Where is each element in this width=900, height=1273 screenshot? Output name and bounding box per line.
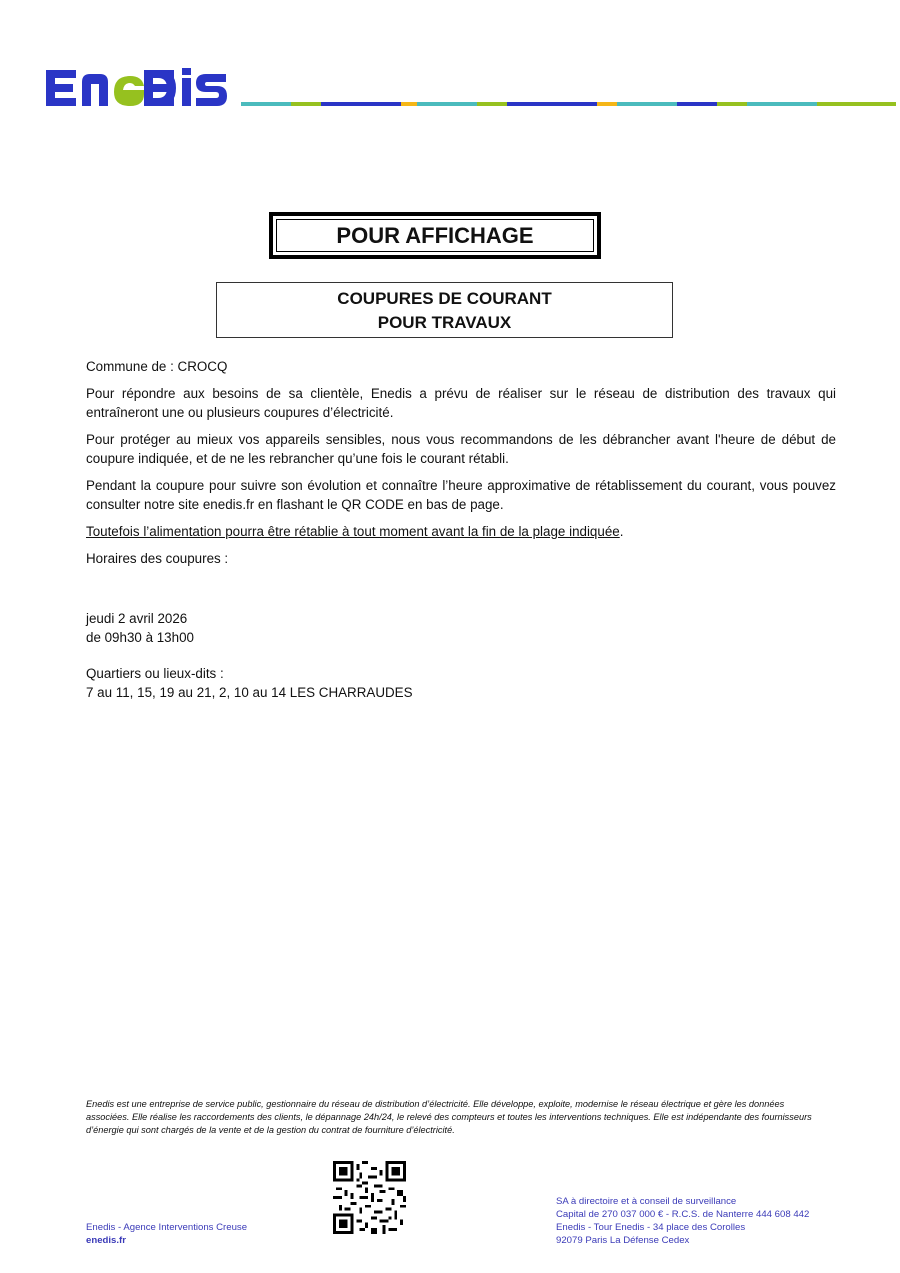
commune: Commune de : CROCQ: [86, 359, 228, 374]
restoration-notice-text: Toutefois l’alimentation pourra être rétablie à tout moment avant la fin de la plage indiquée: [86, 524, 620, 539]
company-line-1: SA à directoire et à conseil de surveillance: [556, 1196, 737, 1207]
agency-name: Enedis - Agence Interventions Creuse: [86, 1222, 248, 1233]
title-box: [269, 212, 601, 259]
company-line-2: Capital de 270 037 000 € - R.C.S. de Nanterre 444 608 442: [556, 1209, 810, 1220]
company-line-4: 92079 Paris La Défense Cedex: [556, 1235, 690, 1246]
header-stripe: [241, 102, 896, 106]
subtitle-line2: POUR TRAVAUX: [377, 313, 512, 332]
paragraph-1: Pour répondre aux besoins de sa clientèle, Enedis a prévu de réaliser sur le réseau de distribution des travaux qui entraîneront une ou plusieurs coupures d’électricité.: [86, 386, 836, 420]
footer-agency-block: [86, 1221, 247, 1247]
restoration-notice: [86, 522, 836, 541]
quartiers-list: 7 au 11, 15, 19 au 21, 2, 10 au 14 LES CHARRAUDES: [86, 685, 413, 700]
website-link[interactable]: enedis.fr: [86, 1235, 126, 1246]
enedis-logo: [44, 62, 234, 112]
notice-body: [86, 357, 836, 702]
outage-date: jeudi 2 avril 2026: [86, 611, 188, 626]
legal-notice: Enedis est une entreprise de service public, gestionnaire du réseau de distribution d’électricité. Elle développe, exploite, modernise le réseau électrique et gère les données associées. Elle réalise les raccordements des clients, le dépannage 24h/24, le relevé des compteurs et toutes les interventions techniques. Elle est indépendante des fournisseurs d’énergie qui sont chargés de la vente et de la gestion du contrat de fourniture d’électricité.: [86, 1099, 812, 1135]
paragraph-2: Pour protéger au mieux vos appareils sensibles, nous vous recommandons de les débrancher avant l'heure de début de coupure indiquée, et de ne les rebrancher qu’une fois le courant rétabli.: [86, 432, 836, 466]
outage-hours: de 09h30 à 13h00: [86, 630, 194, 645]
restoration-notice-end: .: [619, 524, 624, 539]
title-text: POUR AFFICHAGE: [276, 219, 594, 252]
subtitle-line1: COUPURES DE COURANT: [337, 289, 552, 308]
horaires-label: Horaires des coupures :: [86, 551, 229, 566]
paragraph-3: Pendant la coupure pour suivre son évolution et connaître l’heure approximative de rétablissement du courant, vous pouvez consulter notre site enedis.fr en flashant le QR CODE en bas de page.: [86, 478, 836, 512]
qr-code[interactable]: [333, 1161, 406, 1234]
quartiers-label: Quartiers ou lieux-dits :: [86, 666, 224, 681]
company-line-3: Enedis - Tour Enedis - 34 place des Corolles: [556, 1222, 746, 1233]
subtitle-box: [216, 282, 673, 338]
footer-company-block: [556, 1195, 809, 1247]
